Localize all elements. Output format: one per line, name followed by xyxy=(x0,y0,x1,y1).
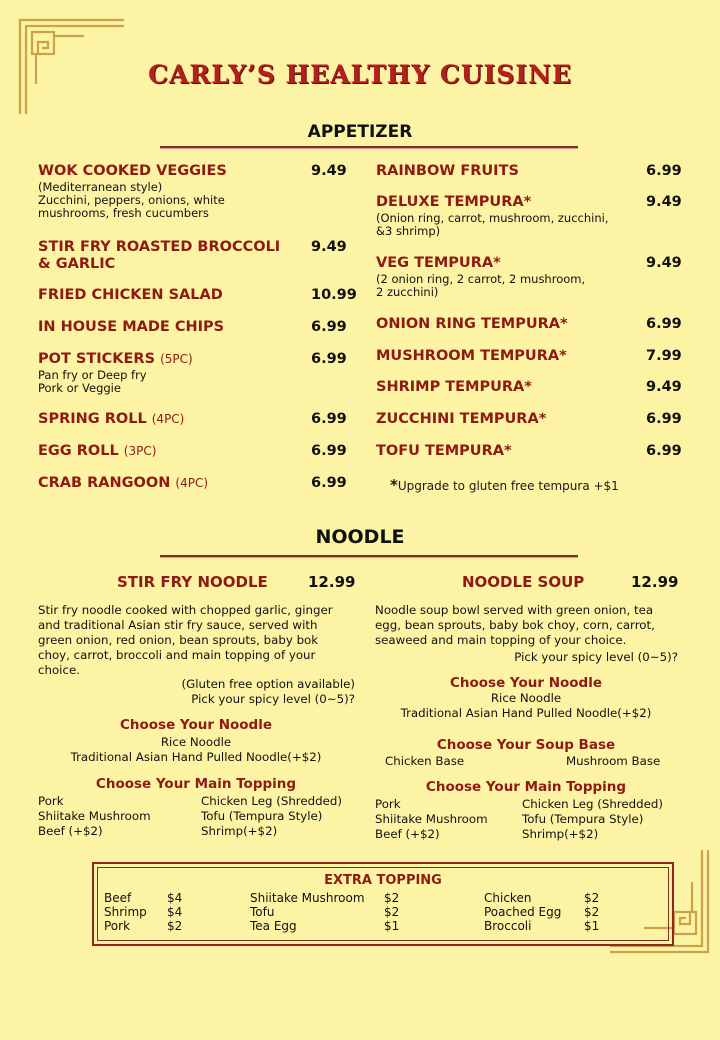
item-price-rainbow-fruits: 6.99 xyxy=(646,163,682,179)
item-price-fried-chicken-salad: 10.99 xyxy=(311,287,357,303)
item-desc-veg-tempura: (2 onion ring, 2 carrot, 2 mushroom, 2 zucchini) xyxy=(376,272,586,299)
extra-col2-prices: $2 $2 $1 xyxy=(384,891,400,933)
item-desc-deluxe-tempura: (Onion ring, carrot, mushroom, zucchini, &3 shrimp) xyxy=(376,211,609,238)
extra-topping-title: EXTRA TOPPING xyxy=(324,873,442,888)
item-price-chips: 6.99 xyxy=(311,319,347,335)
extra-col1-prices: $4 $4 $2 xyxy=(167,891,183,933)
stir-fry-noodle-section xyxy=(38,573,360,843)
item-price-mushroom-tempura: 7.99 xyxy=(646,348,682,364)
item-price-shrimp-tempura: 9.49 xyxy=(646,379,682,395)
item-name-zucchini-tempura: ZUCCHINI TEMPURA* xyxy=(376,411,547,427)
noodle-soup-spicy-level: Pick your spicy level (0~5)? xyxy=(514,650,678,664)
item-price-crab-rangoon: 6.99 xyxy=(311,475,347,491)
noodle-soup-noodle-options: Rice Noodle Traditional Asian Hand Pulled Noodle(+$2) xyxy=(400,691,652,720)
item-name-egg-roll: EGG ROLL (3PC) xyxy=(38,443,157,459)
noodle-soup-section xyxy=(375,573,685,848)
noodle-rule xyxy=(160,555,578,557)
item-name-deluxe-tempura: DELUXE TEMPURA* xyxy=(376,194,532,210)
stir-fry-toppings-right: Chicken Leg (Shredded) Tofu (Tempura Style) Shrimp(+$2) xyxy=(201,794,342,838)
noodle-soup-name: NOODLE SOUP xyxy=(462,573,585,591)
item-price-pot-stickers: 6.99 xyxy=(311,351,347,367)
item-price-egg-roll: 6.99 xyxy=(311,443,347,459)
item-name-veg-tempura: VEG TEMPURA* xyxy=(376,255,501,271)
item-name-spring-roll: SPRING ROLL (4PC) xyxy=(38,411,185,427)
stir-fry-topping-title: Choose Your Main Topping xyxy=(95,776,297,792)
extra-col3-prices: $2 $2 $1 xyxy=(584,891,600,933)
item-price-zucchini-tempura: 6.99 xyxy=(646,411,682,427)
noodle-soup-desc: Noodle soup bowl served with green onion, tea egg, bean sprouts, baby bok choy, corn, carrot, seaweed and main topping of your choice. xyxy=(375,603,655,647)
item-name-crab-rangoon: CRAB RANGOON (4PC) xyxy=(38,475,209,491)
item-price-stir-fry-broccoli: 9.49 xyxy=(311,239,347,255)
stir-fry-noodle-price: 12.99 xyxy=(308,573,356,591)
item-name-onion-ring-tempura: ONION RING TEMPURA* xyxy=(376,316,568,332)
item-name-rainbow-fruits: RAINBOW FRUITS xyxy=(376,163,519,179)
noodle-soup-base-chicken: Chicken Base xyxy=(385,754,465,768)
appetizer-heading: APPETIZER xyxy=(307,122,413,142)
item-price-onion-ring-tempura: 6.99 xyxy=(646,316,682,332)
noodle-soup-topping-title: Choose Your Main Topping xyxy=(425,779,627,795)
extra-col3-names: Chicken Poached Egg Broccoli xyxy=(484,891,562,933)
item-name-pot-stickers: POT STICKERS (5PC) xyxy=(38,351,193,367)
item-price-wok-cooked-veggies: 9.49 xyxy=(311,163,347,179)
appetizer-rule xyxy=(160,146,578,148)
item-name-fried-chicken-salad: FRIED CHICKEN SALAD xyxy=(38,287,223,303)
noodle-soup-price: 12.99 xyxy=(631,573,679,591)
noodle-soup-noodle-choice-title: Choose Your Noodle xyxy=(449,675,603,691)
item-desc-pot-stickers: Pan fry or Deep fry Pork or Veggie xyxy=(38,368,147,395)
item-price-deluxe-tempura: 9.49 xyxy=(646,194,682,210)
appetizer-right-column xyxy=(376,163,686,503)
item-price-tofu-tempura: 6.99 xyxy=(646,443,682,459)
noodle-soup-base-mushroom: Mushroom Base xyxy=(566,754,661,768)
item-name-mushroom-tempura: MUSHROOM TEMPURA* xyxy=(376,348,567,364)
stir-fry-spicy-level: Pick your spicy level (0~5)? xyxy=(191,692,355,706)
extra-col2-names: Shiitake Mushroom Tofu Tea Egg xyxy=(250,891,365,933)
stir-fry-toppings-left: Pork Shiitake Mushroom Beef (+$2) xyxy=(38,794,151,838)
item-price-veg-tempura: 9.49 xyxy=(646,255,682,271)
noodle-soup-base-title: Choose Your Soup Base xyxy=(436,737,616,753)
noodle-soup-toppings-left: Pork Shiitake Mushroom Beef (+$2) xyxy=(375,797,488,841)
noodle-heading: NOODLE xyxy=(315,526,405,548)
item-name-tofu-tempura: TOFU TEMPURA* xyxy=(376,443,512,459)
item-price-spring-roll: 6.99 xyxy=(311,411,347,427)
stir-fry-noodle-options: Rice Noodle Traditional Asian Hand Pulled Noodle(+$2) xyxy=(70,735,322,764)
noodle-soup-toppings-right: Chicken Leg (Shredded) Tofu (Tempura Style) Shrimp(+$2) xyxy=(522,797,663,841)
stir-fry-gluten-note: (Gluten free option available) xyxy=(181,677,355,691)
stir-fry-noodle-name: STIR FRY NOODLE xyxy=(117,573,268,591)
extra-col1-names: Beef Shrimp Pork xyxy=(104,891,147,933)
item-name-chips: IN HOUSE MADE CHIPS xyxy=(38,319,225,335)
stir-fry-noodle-choice-title: Choose Your Noodle xyxy=(119,717,273,733)
item-name-stir-fry-broccoli: STIR FRY ROASTED BROCCOLI & GARLIC xyxy=(38,239,281,272)
restaurant-name: CARLY’S HEALTHY CUISINE xyxy=(148,60,572,89)
item-name-shrimp-tempura: SHRIMP TEMPURA* xyxy=(376,379,532,395)
item-name-wok-cooked-veggies: WOK COOKED VEGGIES xyxy=(38,163,227,179)
stir-fry-noodle-desc: Stir fry noodle cooked with chopped garlic, ginger and traditional Asian stir fry sauce, served with green onion, red onion, bean sprouts, baby bok choy, carrot, broccoli and main topping of your choice. xyxy=(38,603,333,677)
appetizer-left-column xyxy=(38,163,358,503)
extra-topping-box xyxy=(92,862,674,946)
tempura-footnote: *Upgrade to gluten free tempura +$1 xyxy=(390,476,619,494)
item-desc-wok-cooked-veggies: (Mediterranean style) Zucchini, peppers, onions, white mushrooms, fresh cucumbers xyxy=(38,180,225,220)
